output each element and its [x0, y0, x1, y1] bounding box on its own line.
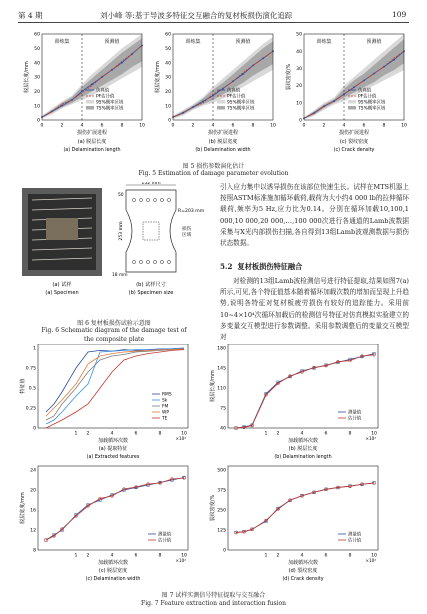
x-axis-label: 加载循环次数 [287, 438, 319, 444]
fig5-panel-0 [23, 32, 145, 153]
simulated-point [121, 62, 123, 64]
simulated-point [222, 88, 224, 90]
panel-sub-caption: (c) 脱层宽度 [98, 568, 128, 574]
legend-text-95: 95%概率区域 [227, 100, 255, 106]
legend-text: RMS [162, 392, 172, 398]
y-axis-label: 裂纹密度/% [210, 494, 216, 522]
x-tick-label: 1 [264, 553, 268, 559]
dim-end-label: 18 mm [112, 273, 128, 278]
y-axis-label: 脱层宽度/mm [155, 61, 161, 93]
y-axis-label: 裂纹密度/% [286, 63, 292, 91]
simulated-point [232, 80, 234, 82]
legend-text-75: 75%概率区域 [96, 106, 124, 112]
fig6-svg [18, 182, 210, 314]
y-tick-label: 30 [165, 75, 171, 81]
sensor-top [132, 198, 135, 201]
x-tick-label: 4 [110, 431, 114, 437]
y-tick-label: 180 [217, 346, 226, 352]
y-tick-label: 125 [217, 528, 226, 534]
y-tick-label: 10 [165, 104, 171, 110]
fig7-svg [18, 344, 409, 588]
sensor-bottom [132, 260, 135, 263]
y-tick-label: 0 [33, 426, 36, 432]
paragraph-main: 对检测的13组Lamb波检测信号进行特征提取,结果如图7(a)所示,可见,各个特征值基本随着循环加载次数的增加而呈现上升趋势,说明各特征对复材板疲劳损伤有较好的追踪能力。采用前10~4×10⁴次循环加载后的检测信号特征对仿真模拟实验建立的多变量交互模型进行参数调整。采用参数调整后的变量交互模型对 [220, 277, 409, 342]
legend-text: TE [162, 416, 168, 422]
x-tick-label: 0 [302, 123, 306, 129]
y-tick-label: 40 [34, 61, 40, 67]
simulated-point [61, 105, 63, 107]
paragraph-intro: 引入应力集中以诱导损伤在该部位快速生长。试样在MTS机器上按照ASTM标准施加循环载荷,载荷为大小约4 000 lb的拉伸循环载荷,频率为5 Hz,应力比为0.14。分别在循环加载10,100,1 000,10 000,20 000,…,100 000次进行各通道的Lamb波数据采集与X光内部损伤扫描,各自得到13组Lamb波观测数据与损伤状态数据。 [220, 183, 409, 248]
sensor-top [139, 198, 142, 201]
y-tick-label: 145 [217, 366, 226, 372]
x-tick-label: 2 [276, 431, 280, 437]
panel-sub-caption: (b) 脱层宽度 [208, 139, 238, 145]
legend-swatch-75 [86, 106, 94, 110]
x-tick-label: 8 [251, 123, 255, 129]
legend-text: FM [162, 404, 169, 410]
y-tick-label: 50 [165, 46, 171, 52]
y-tick-label: 50 [296, 32, 302, 38]
series-line-1 [236, 483, 374, 533]
dim-height-label: 253 mm [119, 221, 124, 241]
legend-text: 估计值 [158, 538, 172, 544]
legend-text: 估计值 [348, 416, 362, 422]
panel-sub-caption: (c) 裂纹密度 [339, 139, 369, 145]
x-tick-label: 6 [324, 553, 328, 559]
dim-side-label: 50 [118, 193, 124, 198]
panel-sub-caption-en: (c) Delamination width [85, 577, 141, 582]
simulated-point [343, 93, 345, 95]
panel-sub-caption-en: (b) Delamination length [274, 455, 332, 460]
x-tick-label: 8 [348, 431, 352, 437]
x-tick-label: 0 [171, 123, 175, 129]
y-tick-label: 20 [165, 89, 171, 95]
train-set-label: 训练集 [316, 39, 332, 45]
damage-region-label-2: 区域 [182, 233, 192, 238]
legend-text: 估计值 [348, 538, 362, 544]
fig7-panel-b [209, 344, 378, 460]
legend-text-pf: PF估计值 [227, 94, 246, 100]
x-tick-label: 1 [74, 553, 78, 559]
y-tick-label: 0 [299, 118, 302, 124]
predict-label: 预测值 [104, 39, 120, 45]
y-tick-label: 0.75 [25, 366, 36, 372]
x-tick-label: 8 [382, 123, 386, 129]
fig5-panel-1 [154, 32, 276, 153]
y-tick-label: 1 [33, 346, 36, 352]
simulated-point [393, 59, 395, 61]
legend-text: Sk [162, 398, 168, 404]
simulated-point [202, 100, 204, 102]
x-exponent-label: ×10⁴ [365, 558, 376, 563]
fig5-caption-en: Fig. 5 Estimation of damage parameter evolution [138, 170, 289, 177]
sensor-top [160, 198, 163, 201]
x-axis-label: 损伤扩展进程 [338, 130, 370, 136]
simulated-point [182, 112, 184, 114]
fig6-caption-en-line1: Fig. 6 Schematic diagram of the damage test of [41, 327, 187, 334]
y-tick-label: 10 [34, 104, 40, 110]
legend-text-simulated: 仿真值 [96, 88, 110, 94]
x-axis-label: 损伤扩展进程 [207, 130, 239, 136]
sensor-top [153, 198, 156, 201]
y-tick-label: 110 [217, 386, 226, 392]
y-tick-label: 0 [37, 118, 40, 124]
y-tick-label: 50 [34, 46, 40, 52]
simulated-point [71, 99, 73, 101]
y-tick-label: 30 [296, 67, 302, 72]
x-tick-label: 1 [74, 431, 78, 437]
x-tick-label: 2 [60, 123, 64, 129]
y-tick-label: 40 [220, 426, 226, 432]
simulated-point [363, 80, 365, 82]
band-95-area [42, 34, 142, 119]
fig5-svg [18, 28, 409, 163]
x-exponent-label: ×10⁴ [365, 436, 376, 441]
panel-sub-caption: (a) 脱层长度 [77, 139, 107, 145]
fig6-sub-a-en: (a) Specimen [45, 290, 79, 296]
x-tick-label: 6 [231, 123, 235, 129]
simulated-point [323, 105, 325, 107]
x-tick-label: 8 [158, 553, 162, 559]
header-rule [18, 22, 409, 23]
y-axis-label: 脱层宽度/mm [20, 492, 26, 524]
x-tick-label: 6 [134, 431, 138, 437]
y-tick-label: 500 [217, 468, 226, 474]
x-exponent-label: ×10⁴ [175, 436, 186, 441]
y-tick-label: 40 [296, 49, 302, 55]
x-tick-label: 0 [40, 123, 44, 129]
predict-label: 预测值 [235, 39, 251, 45]
fig7-caption-cn: 图 7 试样实测信号特征提取与交互融合 [161, 592, 266, 599]
fig7-panel-c [19, 466, 188, 582]
simulated-point [333, 100, 335, 102]
simulated-point [313, 112, 315, 114]
fig7-panel-a [19, 344, 188, 460]
fig6-caption-cn: 图 6 复材板损伤试验示意图 [77, 320, 151, 327]
legend-swatch-95 [217, 100, 225, 104]
x-tick-label: 10 [270, 123, 276, 129]
x-tick-label: 10 [181, 553, 187, 559]
x-axis-label: 加载循环次数 [97, 438, 129, 444]
x-tick-label: 4 [110, 553, 114, 559]
y-tick-label: 10 [296, 101, 302, 107]
y-tick-label: 250 [217, 508, 226, 514]
x-axis-label: 加载循环次数 [287, 560, 319, 566]
y-axis-label: 脱层长度/mm [24, 61, 30, 93]
x-tick-label: 6 [134, 553, 138, 559]
x-axis-label: 加载循环次数 [97, 560, 129, 566]
section-title: 复材板损伤特征融合 [237, 262, 303, 271]
y-tick-label: 0 [223, 548, 226, 554]
legend-text-simulated: 仿真值 [358, 88, 372, 94]
simulated-point [192, 106, 194, 108]
y-axis-label: 特征值 [20, 378, 26, 394]
panel-sub-caption: (a) 提取特征 [98, 446, 128, 452]
x-tick-label: 4 [80, 123, 84, 129]
legend-swatch-95 [348, 100, 356, 104]
panel-sub-caption-en: (a) Extracted features [86, 455, 140, 460]
fig5-panel-2 [285, 32, 407, 153]
simulated-point [242, 73, 244, 75]
y-tick-label: 375 [217, 488, 226, 494]
y-tick-label: 0.5 [28, 386, 36, 392]
y-tick-label: 24 [30, 468, 36, 474]
y-tick-label: 0 [168, 118, 171, 124]
y-tick-label: 30 [34, 75, 40, 81]
section-number: 5.2 [220, 262, 233, 271]
y-tick-label: 20 [30, 488, 36, 494]
x-tick-label: 1 [264, 431, 268, 437]
panel-sub-caption-en: (d) Crack density [282, 577, 324, 582]
panel-sub-caption-en: (a) Delamination length [63, 148, 121, 153]
x-tick-label: 4 [300, 431, 304, 437]
fig6-caption-en-line2: the composite plate [83, 336, 144, 343]
legend-text: 测量值 [158, 532, 172, 538]
running-header-title: 刘小峰 等:基于导波多特征交互融合的复材板损伤演化追踪 [100, 11, 293, 20]
x-tick-label: 2 [191, 123, 195, 129]
legend-text: 测量值 [348, 410, 362, 416]
y-tick-label: 16 [30, 508, 36, 514]
x-tick-label: 10 [181, 431, 187, 437]
y-tick-label: 12 [30, 528, 36, 534]
simulated-point [111, 69, 113, 71]
legend-text-95: 95%概率区域 [96, 100, 124, 106]
panel-sub-caption-en: (c) Crack density [333, 148, 375, 153]
series-line-2 [236, 483, 374, 533]
y-axis-label: 脱层长度/mm [210, 370, 216, 402]
x-tick-label: 4 [300, 553, 304, 559]
x-tick-label: 2 [86, 431, 90, 437]
y-tick-label: 60 [165, 32, 171, 38]
y-tick-label: 75 [220, 406, 226, 412]
running-header-issue: 第 4 期 [18, 11, 43, 20]
train-set-label: 训练集 [185, 39, 201, 45]
legend-text-pf: PF估计值 [96, 94, 115, 100]
x-exponent-label: ×10⁴ [175, 558, 186, 563]
legend-swatch-95 [86, 100, 94, 104]
legend-text: WP [162, 410, 169, 416]
x-tick-label: 8 [158, 431, 162, 437]
x-tick-label: 8 [120, 123, 124, 129]
simulated-point [262, 57, 264, 59]
y-tick-label: 20 [296, 84, 302, 90]
sensor-bottom [146, 260, 149, 263]
x-tick-label: 10 [371, 431, 377, 437]
section-heading [220, 262, 302, 272]
fig6-sub-b: (b) 试样尺寸 [136, 282, 166, 288]
specimen-damage-area [46, 218, 78, 240]
sensor-bottom [139, 260, 142, 263]
simulated-point [81, 90, 83, 92]
y-tick-label: 20 [34, 89, 40, 95]
sensor-bottom [160, 260, 163, 263]
legend-text-simulated: 仿真值 [227, 88, 241, 94]
sensor-top [146, 198, 149, 201]
sensor-bottom [167, 260, 170, 263]
sensor-bottom [153, 260, 156, 263]
x-tick-label: 6 [362, 123, 366, 129]
sensor-top [167, 198, 170, 201]
series-line-1 [46, 478, 184, 541]
fig7-panel-d [209, 466, 378, 582]
x-tick-label: 6 [100, 123, 104, 129]
x-tick-label: 2 [276, 553, 280, 559]
x-tick-label: 10 [139, 123, 145, 129]
x-tick-label: 8 [348, 553, 352, 559]
x-tick-label: 10 [371, 553, 377, 559]
y-tick-label: 40 [165, 61, 171, 67]
legend-text-95: 95%概率区域 [358, 100, 386, 106]
panel-sub-caption: (b) 脱层长度 [288, 446, 318, 452]
legend-text-75: 75%概率区域 [227, 106, 255, 112]
damage-region-box [143, 222, 159, 240]
fig5-caption-cn: 图 5 损伤参数演化估计 [182, 163, 245, 170]
simulated-point [51, 111, 53, 113]
x-tick-label: 4 [342, 123, 346, 129]
fig7-caption-en: Fig. 7 Feature extraction and interaction fusion [141, 600, 286, 607]
y-tick-label: 60 [34, 32, 40, 38]
legend-text-75: 75%概率区域 [358, 106, 386, 112]
panel-sub-caption-en: (b) Delamination width [195, 148, 251, 153]
simulated-point [383, 66, 385, 68]
simulated-point [131, 53, 133, 55]
specimen-outline [126, 190, 176, 272]
dim-radius-label: R=203 mm [178, 209, 205, 214]
x-tick-label: 2 [86, 553, 90, 559]
x-tick-label: 4 [211, 123, 215, 129]
series-line-2 [46, 478, 184, 540]
page-number: 109 [392, 10, 407, 19]
x-tick-label: 2 [322, 123, 326, 129]
simulated-point [212, 95, 214, 97]
y-tick-label: 0.25 [25, 406, 36, 412]
train-set-label: 训练集 [54, 39, 70, 45]
x-tick-label: 10 [401, 123, 407, 129]
damage-region-label-1: 损伤 [182, 227, 192, 232]
dim-width-label: 152 mm [141, 182, 161, 186]
simulated-point [353, 86, 355, 88]
x-axis-label: 损伤扩展进程 [76, 130, 108, 136]
fig6-sub-a: (a) 试样 [52, 282, 72, 288]
legend-text: 测量值 [348, 532, 362, 538]
legend-text-pf: PF估计值 [358, 94, 377, 100]
panel-sub-caption: (d) 裂纹密度 [288, 568, 318, 574]
legend-swatch-75 [348, 106, 356, 110]
y-tick-label: 8 [33, 548, 36, 554]
simulated-point [373, 73, 375, 75]
simulated-point [252, 65, 254, 67]
fig6-sub-b-en: (b) Specimen size [128, 290, 174, 296]
predict-label: 预测值 [366, 39, 382, 45]
simulated-point [91, 83, 93, 85]
x-tick-label: 6 [324, 431, 328, 437]
legend-swatch-75 [217, 106, 225, 110]
simulated-point [101, 76, 103, 78]
